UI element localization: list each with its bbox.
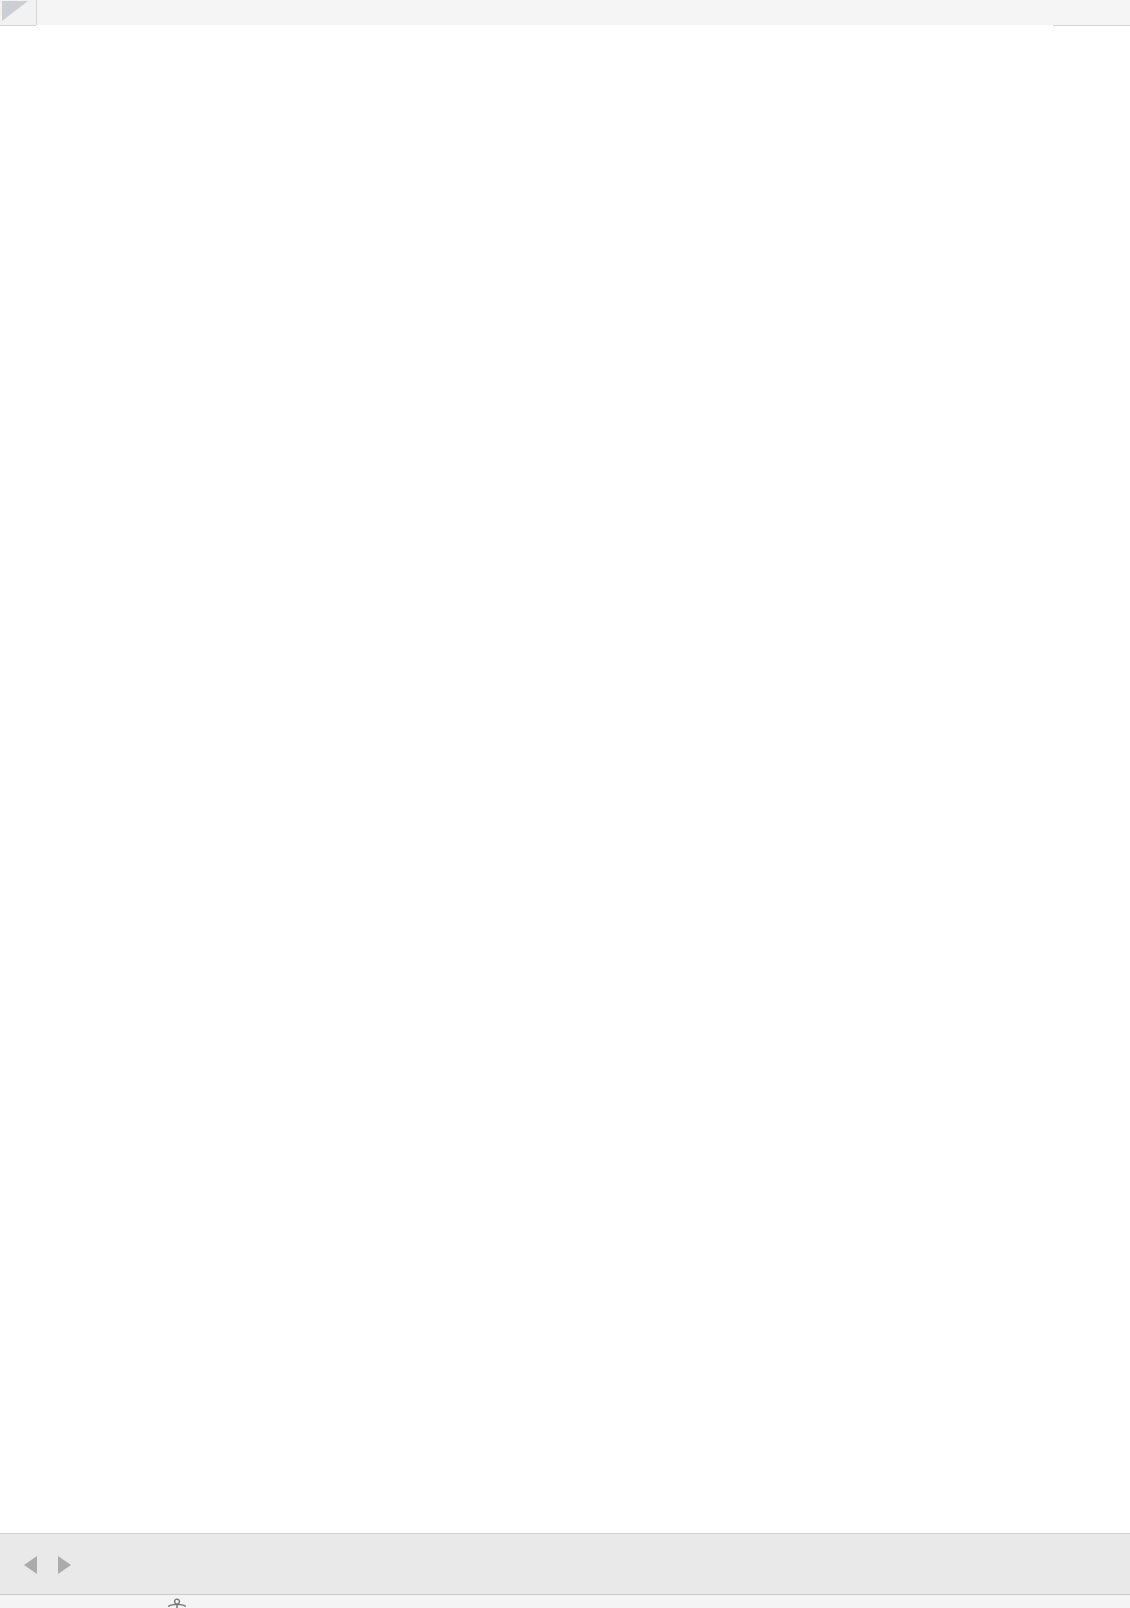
prev-sheet-arrow-icon[interactable] (24, 1556, 37, 1574)
table-header-row[interactable] (36, 110, 1053, 142)
title-cell-a1[interactable] (36, 25, 1053, 71)
status-bar (0, 1594, 1130, 1608)
accessibility-icon[interactable] (166, 1597, 188, 1608)
corner-triangle-icon (2, 1, 28, 21)
next-sheet-arrow-icon[interactable] (58, 1556, 71, 1574)
section-header-cell[interactable] (36, 71, 1053, 110)
column-header-row (0, 0, 1130, 26)
sheet-tab-bar (0, 1533, 1130, 1594)
select-all-corner[interactable] (0, 0, 37, 25)
selection-fill-handle[interactable] (1048, 66, 1059, 77)
